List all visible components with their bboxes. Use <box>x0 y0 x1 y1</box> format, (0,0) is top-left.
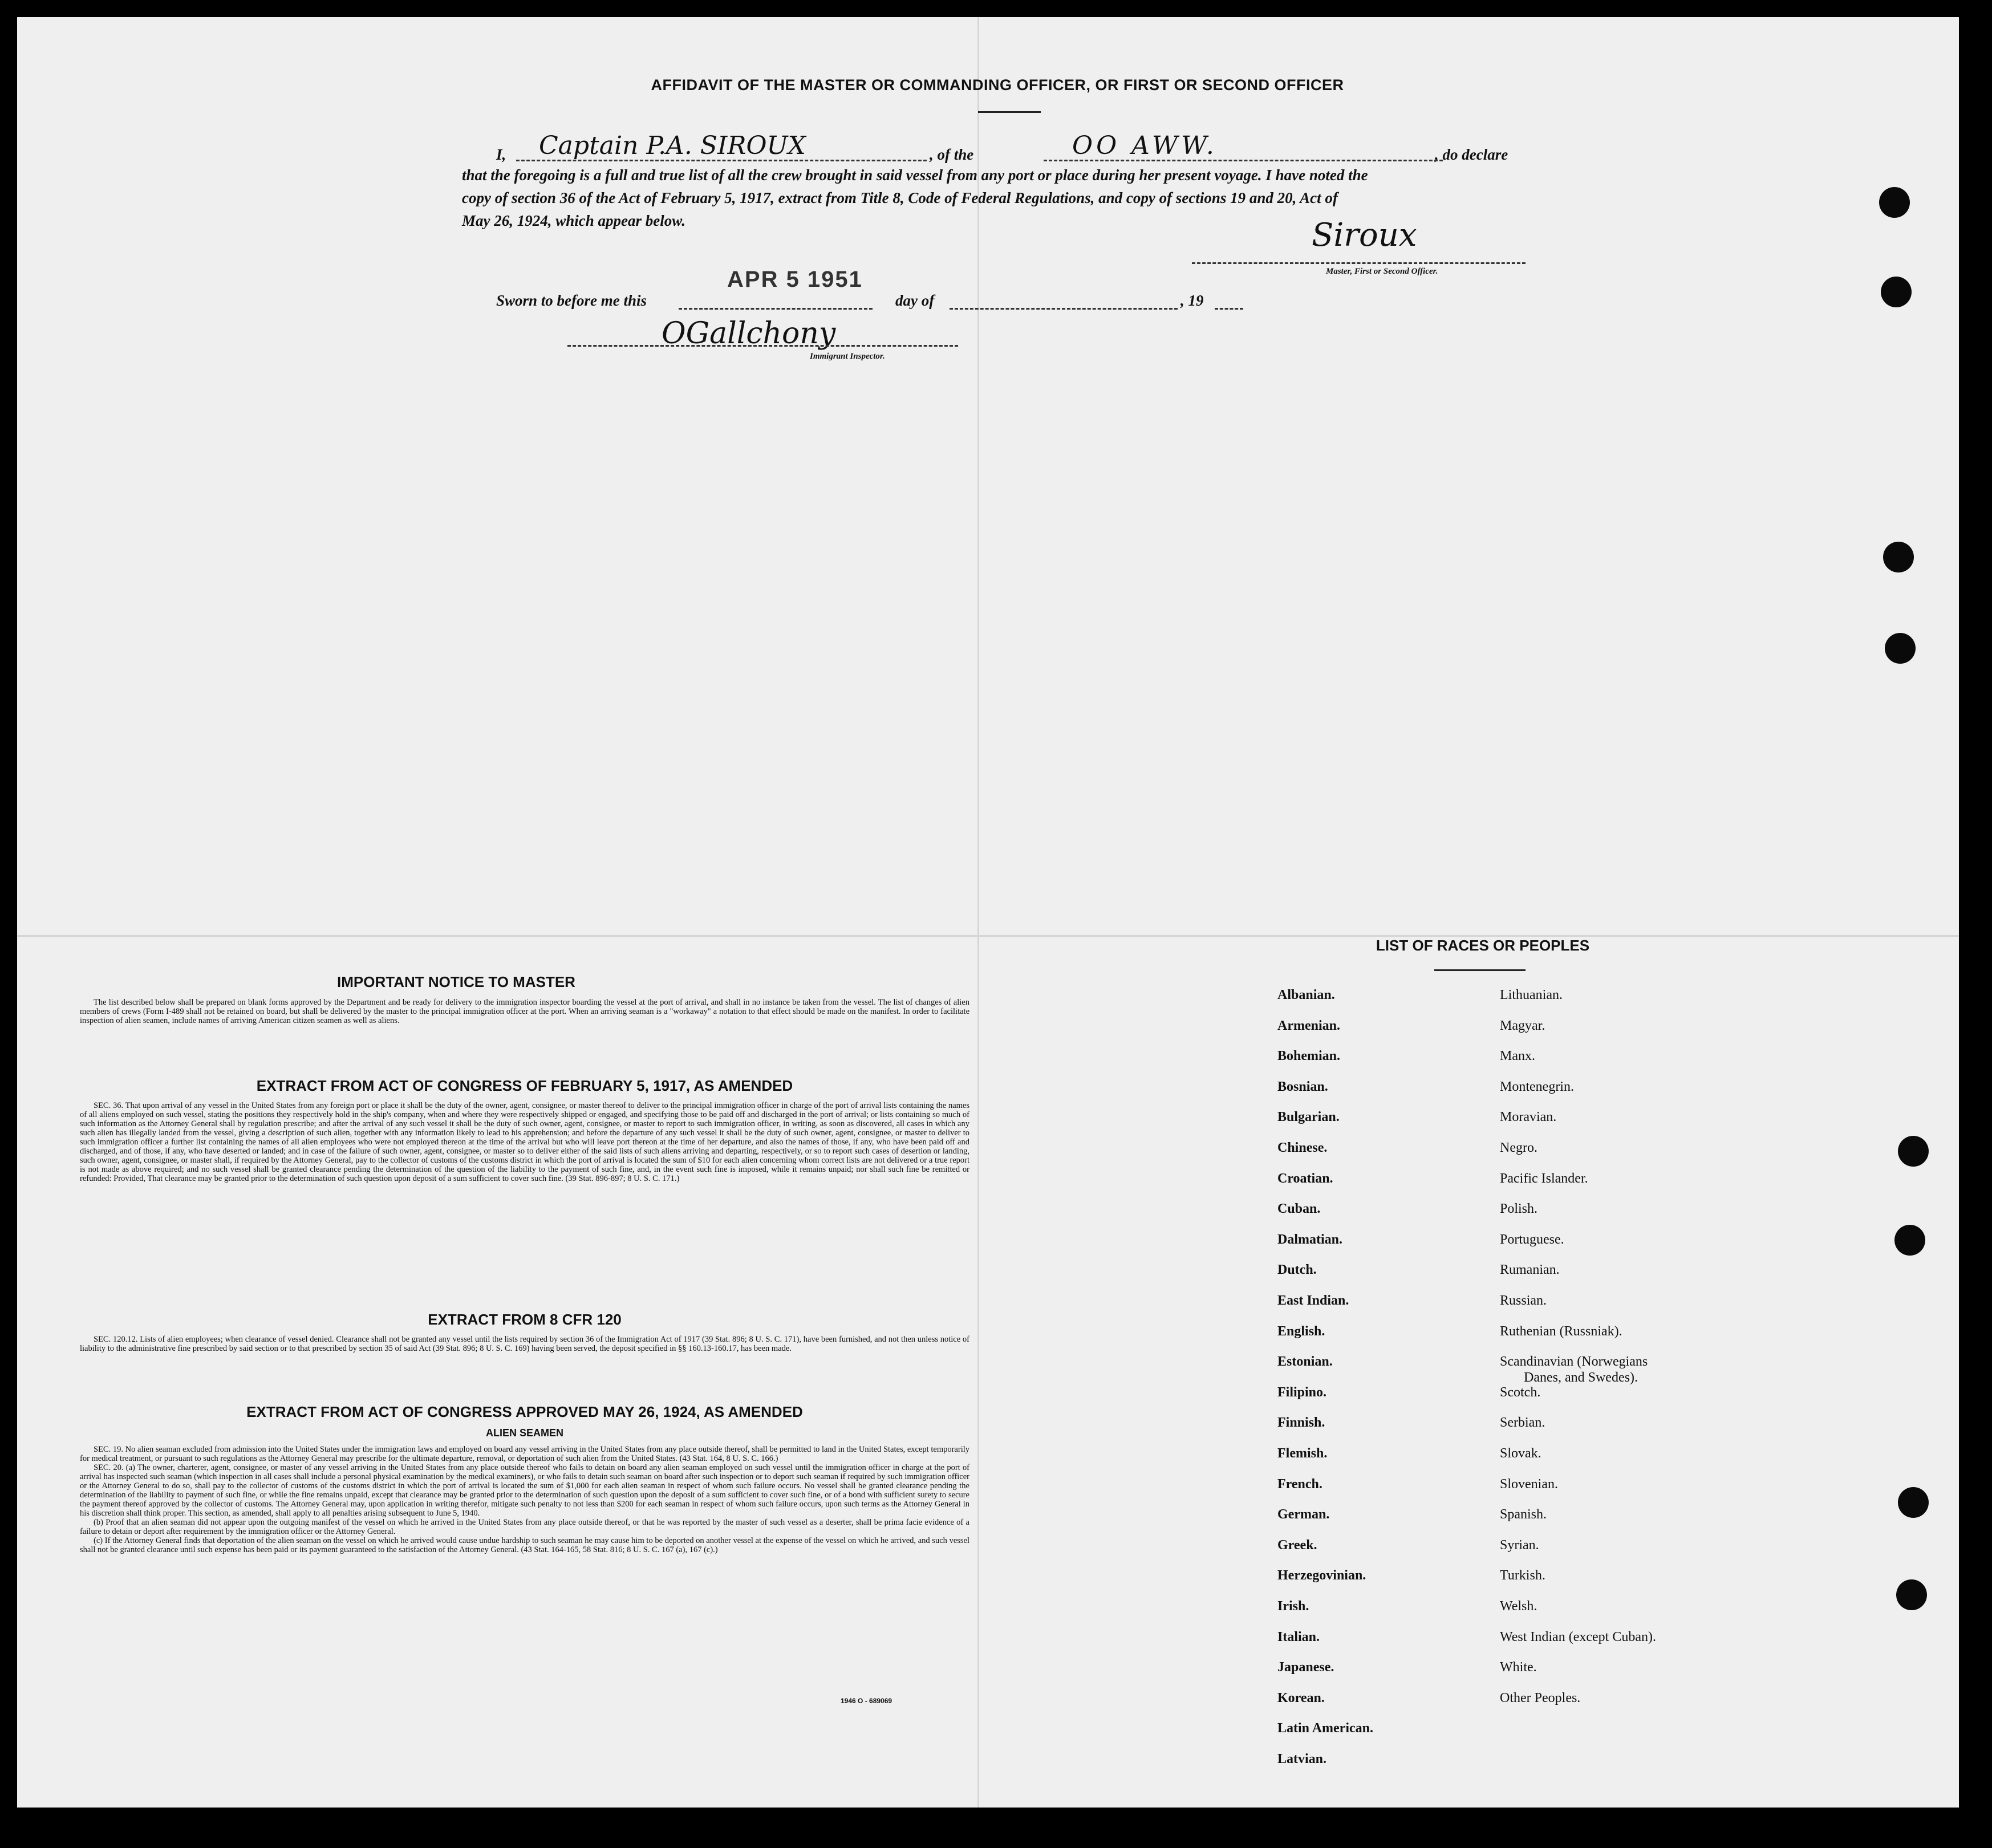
race-item: Estonian. <box>1277 1354 1333 1370</box>
race-item: Slovak. <box>1500 1446 1541 1461</box>
act-1924-title: EXTRACT FROM ACT OF CONGRESS APPROVED MAY 26, 1924, AS AMENDED <box>246 1403 803 1420</box>
title-rule <box>978 111 1041 113</box>
race-item: Scotch. <box>1500 1384 1541 1400</box>
race-item: Chinese. <box>1277 1140 1328 1155</box>
inspector-signature-line <box>567 345 958 347</box>
fold-line-vertical <box>977 17 979 1808</box>
race-item: Manx. <box>1500 1049 1535 1064</box>
master-name-handwritten: Captain P.A. SIROUX <box>539 131 806 160</box>
punch-hole <box>1883 542 1914 572</box>
race-item: Dutch. <box>1277 1262 1317 1278</box>
cfr-title: EXTRACT FROM 8 CFR 120 <box>428 1311 622 1328</box>
race-item: Russian. <box>1500 1293 1547 1308</box>
of-the-label: , of the <box>930 146 974 163</box>
inspector-caption: Immigrant Inspector. <box>810 352 885 361</box>
notice-text: The list described below shall be prepared on blank forms approved by the Department and be ready for delivery to the immigration inspector boarding the vessel at the port of arrival, and shall in no instance be taken from the vessel. The list of changes of alien members of crews (Form I-489 shall not be retained on board, but shall be delivered by the master to the principal immigration officer at the port. When an arriving seaman is a "workaway" a notation to that effect should be made on the manifest. In order to facilitate inspection of alien seamen, include names of arriving American citizen seamen as well as aliens. <box>80 998 969 1025</box>
race-item: Bosnian. <box>1277 1079 1328 1094</box>
race-item: Turkish. <box>1500 1568 1545 1583</box>
day-of-label: day of <box>895 292 935 309</box>
act-1917-text: SEC. 36. That upon arrival of any vessel in the United States from any foreign port or place it shall be the duty of the owner, agent, consignee, or master thereof to deliver to the principal immigration officer in charge of the port of arrival lists containing the names of all aliens employed on such vessel, stating the positions they respectively hold in the ship's company, when and where they were respectively shipped or engaged, and specifying those to be paid off and discharged in the port of arrival; or lists containing so much of such information as the Attorney General shall by regulation prescribe; and after the arrival of any such vessel it shall be the duty of such owner, agent, consignee, or master to report to such immigration officer, in writing, as soon as discovered, all cases in which any such alien has illegally landed from the vessel, giving a description of such alien, together with any information likely to lead to his apprehension; and before the departure of any such vessel it shall be the duty of such owner, agent, consignee, or master to deliver to such immigration officer a further list containing the names of all alien employees who were not employed thereon at the time of the arrival but who will leave port thereon at the time of her departure, and also the names of those, if any, who have been paid off and discharged, and of those, if any, who have deserted or landed; and in case of the failure of such owner, agent, consignee, or master so to deliver either of the said lists of such aliens arriving and departing, respectively, or so to report such cases of desertion or landing, such owner, agent, consignee, or master shall, if required by the Attorney General, pay to the collector of customs of the customs district in which the port of arrival is located the sum of $10 for each alien concerning whom correct lists are not delivered or a true report is not made as above required; and no such vessel shall be granted clearance pending the determination of the question of the liability to the payment of such fine, and, in the event such fine is imposed, while it remains unpaid; nor shall such fine be remitted or refunded: Provided, That clearance may be granted prior to the determination of such question upon deposit of a sum sufficient to cover such fine. (39 Stat. 896-897; 8 U. S. C. 171.) <box>80 1101 969 1183</box>
sworn-day-line <box>679 308 873 310</box>
master-signature-line <box>1192 262 1526 264</box>
race-item: Danes, and Swedes). <box>1524 1370 1638 1386</box>
print-code: 1946 O - 689069 <box>841 1697 892 1705</box>
master-caption: Master, First or Second Officer. <box>1326 267 1438 276</box>
race-item: Bohemian. <box>1277 1049 1341 1064</box>
punch-hole <box>1881 277 1912 307</box>
year-label: , 19 <box>1180 292 1204 309</box>
race-item: Magyar. <box>1500 1018 1545 1033</box>
inspector-signature: OGallchony <box>662 316 836 351</box>
race-item: Pacific Islander. <box>1500 1171 1588 1186</box>
race-item: Greek. <box>1277 1537 1317 1553</box>
race-item: Spanish. <box>1500 1507 1547 1522</box>
declaration-line-2: that the foregoing is a full and true list of all the crew brought in said vessel from any port or place during her present voyage. I have noted the <box>462 166 1368 184</box>
race-item: Welsh. <box>1500 1599 1537 1614</box>
race-item: Portuguese. <box>1500 1232 1564 1247</box>
races-title: LIST OF RACES OR PEOPLES <box>1376 937 1590 954</box>
race-item: Irish. <box>1277 1599 1309 1614</box>
do-declare-label: , do declare <box>1435 146 1508 163</box>
vessel-name-handwritten: OO AWW. <box>1072 131 1218 160</box>
race-item: West Indian (except Cuban). <box>1500 1629 1656 1644</box>
race-item: White. <box>1500 1660 1537 1675</box>
race-item: Flemish. <box>1277 1446 1328 1461</box>
sec-19-paragraph: SEC. 19. No alien seaman excluded from admission into the United States under the immigration laws and employed on board any vessel arriving in the United States from any place outside thereof, shall be permitted to land in the United States, except temporarily for medical treatment, or pursuant to such regulations as the Attorney General may prescribe for the ultimate departure, removal, or deportation of such alien from the United States. (43 Stat. 164, 8 U. S. C. 166.) <box>80 1445 969 1463</box>
race-item: Polish. <box>1500 1201 1538 1217</box>
punch-hole <box>1894 1225 1925 1256</box>
master-signature: Siroux <box>1312 217 1417 254</box>
punch-hole <box>1896 1579 1927 1610</box>
race-item: Finnish. <box>1277 1415 1325 1431</box>
race-item: Negro. <box>1500 1140 1537 1155</box>
race-item: Lithuanian. <box>1500 988 1563 1002</box>
vessel-blank-line <box>1044 160 1443 161</box>
race-item: Armenian. <box>1277 1018 1340 1033</box>
sec-20a-paragraph: SEC. 20. (a) The owner, charterer, agent, consignee, or master of any vessel arriving in the United States from any place outside thereof who fails to detain on board any alien seaman employed on such vessel until the immigration officer in charge at the port of arrival has inspected such seaman (which inspection in all cases shall include a personal physical examination by the medical examiners), or who fails to detain such seaman on board after such inspection or to deport such seaman if required by such immigration officer or the Attorney General to do so, shall pay to the collector of customs of the customs district in which the port of arrival is located the sum of $1,000 for each alien seaman in respect of whom such failure occurs. No vessel shall be granted clearance pending the determination of the liability to payment of such fine, or while the fine remains unpaid, except that clearance may be granted prior to the determination of such question upon the deposit of a sum sufficient to cover such fine, or of a bond with sufficient surety to secure the payment thereof approved by the collector of customs. The Attorney General may, upon application in writing therefor, mitigate such penalty to not less than $200 for each seaman in respect of whom such failure occurs, upon such terms as the Attorney General in his discretion shall think proper. This section, as amended, shall apply to all penalties arising subsequent to June 5, 1940. <box>80 1463 970 1518</box>
punch-hole <box>1898 1487 1929 1518</box>
fold-line-horizontal <box>17 935 1959 937</box>
race-item: French. <box>1277 1476 1322 1492</box>
race-item: Montenegrin. <box>1500 1079 1574 1094</box>
race-item: Cuban. <box>1277 1201 1321 1217</box>
race-item: English. <box>1277 1323 1325 1339</box>
sec-20c-paragraph: (c) If the Attorney General finds that deportation of the alien seaman on the vessel on which he arrived would cause undue hardship to such seaman he may cause him to be deported on another vessel at the expense of the vessel on which he arrived, and such vessel shall not be granted clearance until such expense has been paid or its payment guaranteed to the satisfaction of the Attorney General. (43 Stat. 164-165, 58 Stat. 816; 8 U. S. C. 167 (a), 167 (c).) <box>80 1536 969 1554</box>
affidavit-title: AFFIDAVIT OF THE MASTER OR COMMANDING OFFICER, OR FIRST OR SECOND OFFICER <box>651 76 1344 94</box>
act-1924-text <box>80 1445 969 1554</box>
punch-hole <box>1879 187 1910 218</box>
race-item: Rumanian. <box>1500 1262 1560 1278</box>
race-item: Italian. <box>1277 1629 1320 1644</box>
month-line <box>950 308 1178 310</box>
cfr-text: SEC. 120.12. Lists of alien employees; when clearance of vessel denied. Clearance shall not be granted any vessel until the lists required by section 36 of the Immigration Act of 1917 (39 Stat. 896; 8 U. S. C. 171), have been furnished, and not then unless notice of liability to the administrative fine prescribed by said section or to that prescribed by section 35 of said Act (39 Stat. 896; 8 U. S. C. 169) having been served, the deposit specified in §§ 160.13-160.17, has been made. <box>80 1335 969 1353</box>
race-item: Japanese. <box>1277 1660 1334 1675</box>
race-item: Syrian. <box>1500 1537 1539 1553</box>
race-item: Filipino. <box>1277 1384 1327 1400</box>
declaration-line-4: May 26, 1924, which appear below. <box>462 212 686 229</box>
i-label: I, <box>496 146 506 163</box>
declaration-line-3: copy of section 36 of the Act of February 5, 1917, extract from Title 8, Code of Federal Regulations, and copy of sections 19 and 20, Act of <box>462 189 1338 206</box>
sworn-label: Sworn to before me this <box>496 292 647 309</box>
race-item: Korean. <box>1277 1690 1325 1705</box>
race-item: Herzegovinian. <box>1277 1568 1366 1583</box>
sec-20b-paragraph: (b) Proof that an alien seaman did not appear upon the outgoing manifest of the vessel on which he arrived in the United States from any place outside thereof, or that he was reported by the master of such vessel as a deserter, shall be prima facie evidence of a failure to detain or deport after requirement by the immigration officer or the Attorney General. <box>80 1518 969 1536</box>
race-item: Slovenian. <box>1500 1476 1558 1492</box>
race-item: Bulgarian. <box>1277 1110 1340 1125</box>
notice-title: IMPORTANT NOTICE TO MASTER <box>337 973 575 990</box>
year-line <box>1215 308 1243 310</box>
race-item: Other Peoples. <box>1500 1690 1581 1705</box>
punch-hole <box>1885 633 1916 664</box>
alien-seamen-subtitle: ALIEN SEAMEN <box>485 1427 563 1439</box>
punch-hole <box>1898 1136 1929 1167</box>
race-item: Serbian. <box>1500 1415 1545 1431</box>
race-item: Ruthenian (Russniak). <box>1500 1323 1622 1339</box>
races-title-rule <box>1434 969 1526 971</box>
race-item: Latin American. <box>1277 1721 1373 1736</box>
act-1917-title: EXTRACT FROM ACT OF CONGRESS OF FEBRUARY 5, 1917, AS AMENDED <box>256 1077 793 1094</box>
race-item: Croatian. <box>1277 1171 1333 1186</box>
name-blank-line <box>516 160 927 161</box>
race-item: Albanian. <box>1277 988 1335 1002</box>
race-item: Latvian. <box>1277 1752 1327 1766</box>
race-item: Moravian. <box>1500 1110 1557 1125</box>
race-item: Dalmatian. <box>1277 1232 1342 1247</box>
race-item: German. <box>1277 1507 1330 1522</box>
date-stamp: APR 5 1951 <box>727 267 863 292</box>
race-item: East Indian. <box>1277 1293 1349 1308</box>
declaration-line-1 <box>462 131 1545 169</box>
race-item: Scandinavian (Norwegians <box>1500 1354 1648 1370</box>
